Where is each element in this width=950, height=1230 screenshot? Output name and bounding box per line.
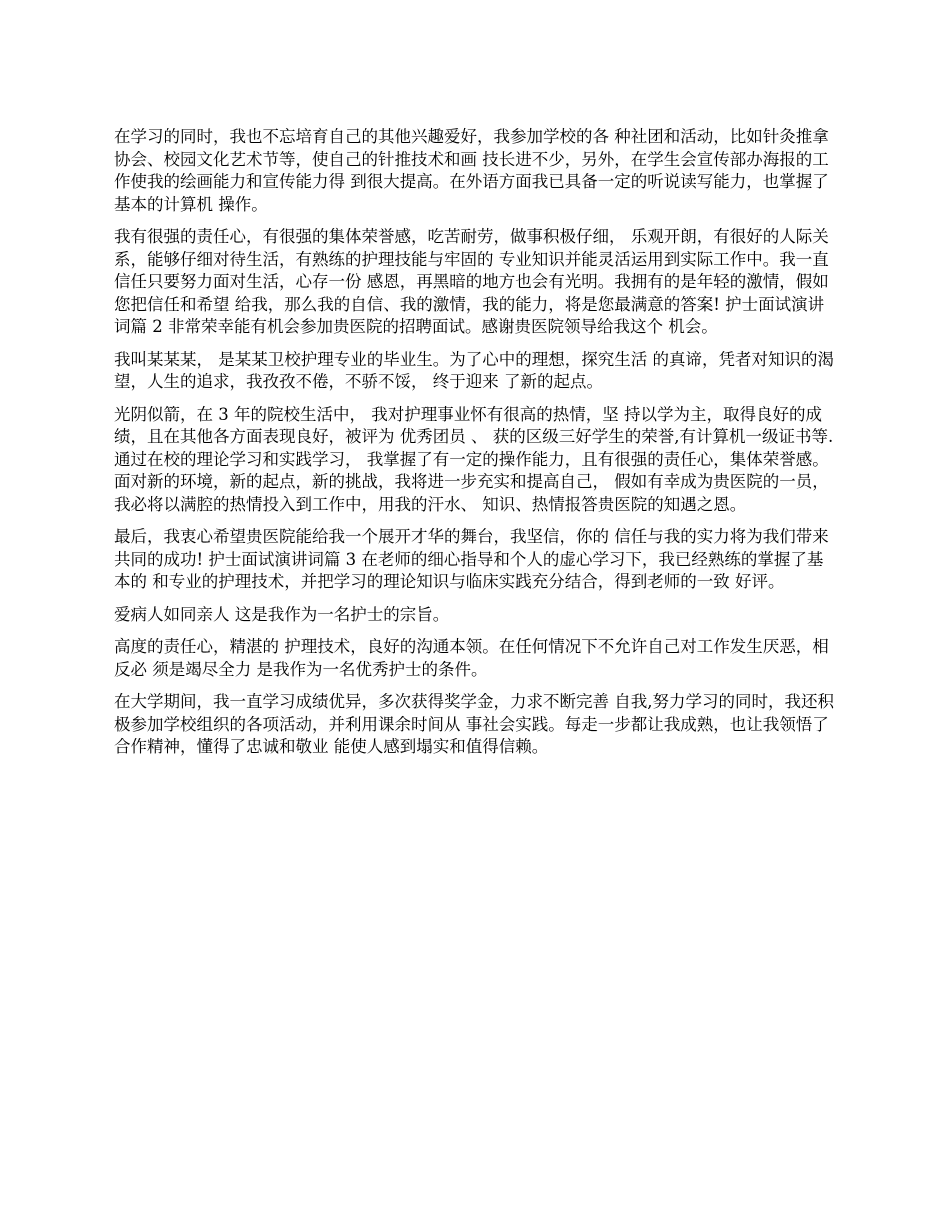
paragraph-7: 高度的责任心，精湛的 护理技术，良好的沟通本领。在任何情况下不允许自己对工作发生厌恶，相反必 须是竭尽全力 是我作为一名优秀护士的条件。	[114, 637, 829, 679]
paragraph-5: 最后，我衷心希望贵医院能给我一个展开才华的舞台，我坚信，你的 信任与我的实力将为我们带来共同的成功! 护士面试演讲词篇 3 在老师的细心指导和个人的虚心学习下，我已经熟练的掌握了基本的 和专业的护理技术，并把学习的理论知识与临床实践充分结合，得到老师的一致 好评。	[114, 527, 829, 591]
paragraph-1: 在学习的同时，我也不忘培育自己的其他兴趣爱好，我参加学校的各 种社团和活动，比如针灸推拿协会、校园文化艺术节等，使自己的针推技术和画 技长进不少，另外，在学生会宣传部办海报的工作使我的绘画能力和宣传能力得 到很大提高。在外语方面我已具备一定的听说读写能力，也掌握了基本的计算机 操作。	[114, 127, 829, 214]
paragraph-2: 我有很强的责任心，有很强的集体荣誉感，吃苦耐劳，做事积极仔细， 乐观开朗，有很好的人际关系，能够仔细对待生活，有熟练的护理技能与牢固的 专业知识并能灵活运用到实际工作中。我一直信任只要努力面对生活，心存一份 感恩，再黑暗的地方也会有光明。我拥有的是年轻的激情，假如您把信任和希望 给我，那么我的自信、我的激情，我的能力，将是您最满意的答案! 护士面试演讲词篇 2 非常荣幸能有机会参加贵医院的招聘面试。感谢贵医院领导给我这个 机会。	[114, 227, 829, 336]
document-body	[114, 126, 839, 769]
paragraph-8: 在大学期间，我一直学习成绩优异，多次获得奖学金，力求不断完善 自我,努力学习的同时，我还积极参加学校组织的各项活动，并利用课余时间从 事社会实践。每走一步都让我成熟，也让我领悟了合作精神，懂得了忠诚和敬业 能使人感到塌实和值得信赖。	[114, 692, 834, 756]
paragraph-4: 光阴似箭，在 3 年的院校生活中， 我对护理事业怀有很高的热情，坚 持以学为主，取得良好的成绩，且在其他各方面表现良好，被评为 优秀团员 、 获的区级三好学生的荣誉,有计算机一级证书等.通过在校的理论学习和实践学习， 我掌握了有一定的操作能力，且有很强的责任心，集体荣誉感。面对新的环境，新的起点，新的挑战，我将进一步充实和提高自己， 假如有幸成为贵医院的一员，我必将以满腔的热情投入到工作中，用我的汗水、 知识、热情报答贵医院的知遇之恩。	[114, 404, 834, 514]
paragraph-3: 我叫某某某， 是某某卫校护理专业的毕业生。为了心中的理想，探究生活 的真谛，凭者对知识的渴望，人生的追求，我孜孜不倦，不骄不馁， 终于迎来 了新的起点。	[114, 349, 834, 391]
paragraph-6: 爱病人如同亲人 这是我作为一名护士的宗旨。	[114, 604, 450, 624]
